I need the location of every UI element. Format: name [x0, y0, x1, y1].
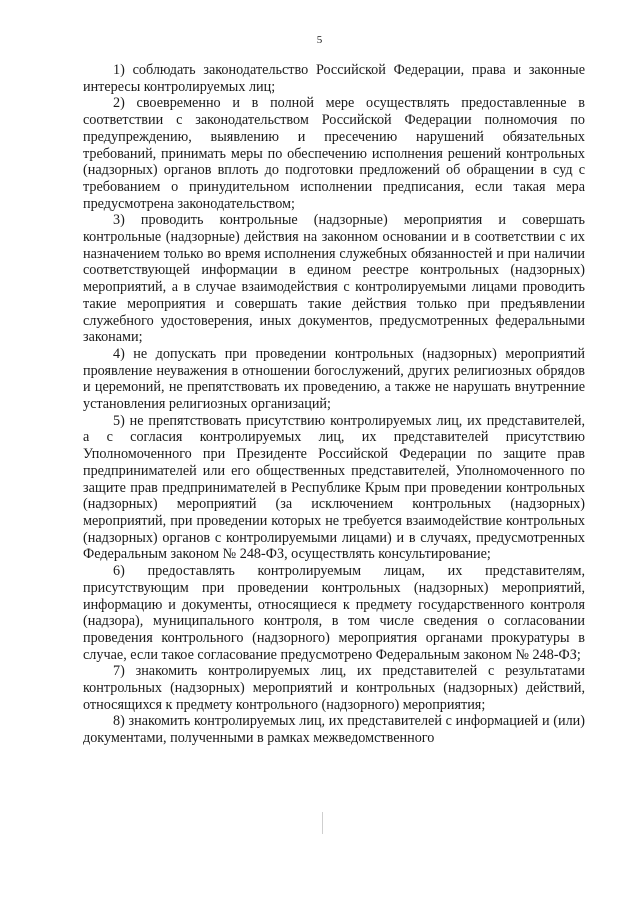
scan-artifact-mark [322, 812, 323, 834]
list-item-5: 5) не препятствовать присутствию контролируемых лиц, их представителей, а с согласия контролируемых лиц, их представителей присутствию Уполномоченного при Президенте Российской Федерации по защите прав предпринимателей или его общественных представителей, Уполномоченного по защите прав предпринимателей в Республике Крым при проведении контрольных (надзорных) мероприятий (за исключением контрольных (надзорных) мероприятий, при проведении которых не требуется взаимодействие контрольных (надзорных) органов с контролируемыми лицами) и в случаях, предусмотренных Федеральным законом № 248-ФЗ, осуществлять консультирование; [83, 412, 585, 563]
list-item-2: 2) своевременно и в полной мере осуществлять предоставленные в соответствии с законодательством Российской Федерации полномочия по предупреждению, выявлению и пресечению нарушений обязательных требований, принимать меры по обеспечению исполнения решений контрольных (надзорных) органов вплоть до подготовки предложений об обращении в суд с требованием о принудительном исполнении предписания, если такая мера предусмотрена законодательством; [83, 95, 585, 212]
list-item-3: 3) проводить контрольные (надзорные) мероприятия и совершать контрольные (надзорные) действия на законном основании и в соответствии с их назначением только во время исполнения служебных обязанностей и при наличии соответствующей информации в едином реестре контрольных (надзорных) мероприятий, а в случае взаимодействия с контролируемыми лицами проводить такие мероприятия и совершать такие действия только при предъявлении служебного удостоверения, иных документов, предусмотренных федеральными законами; [83, 212, 585, 346]
list-item-8: 8) знакомить контролируемых лиц, их представителей с информацией и (или) документами, полученными в рамках межведомственного [83, 713, 585, 747]
list-item-1: 1) соблюдать законодательство Российской Федерации, права и законные интересы контролируемых лиц; [83, 62, 585, 95]
list-item-6: 6) предоставлять контролируемым лицам, их представителям, присутствующим при проведении контрольных (надзорных) мероприятий, информацию и документы, относящиеся к предмету государственного контроля (надзора), муниципального контроля, в том числе сведения о согласовании проведения контрольного (надзорного) мероприятия органами прокуратуры в случае, если такое согласование предусмотрено Федеральным законом № 248-ФЗ; [83, 563, 585, 663]
document-body [83, 62, 585, 747]
list-item-4: 4) не допускать при проведении контрольных (надзорных) мероприятий проявление неуважения в отношении богослужений, других религиозных обрядов и церемоний, не препятствовать их проведению, а также не нарушать внутренние установления религиозных организаций; [83, 345, 585, 413]
page-number: 5 [316, 34, 323, 46]
list-item-7: 7) знакомить контролируемых лиц, их представителей с результатами контрольных (надзорных) мероприятий и контрольных (надзорных) действий, относящихся к предмету контрольного (надзорного) мероприятия; [83, 663, 585, 713]
